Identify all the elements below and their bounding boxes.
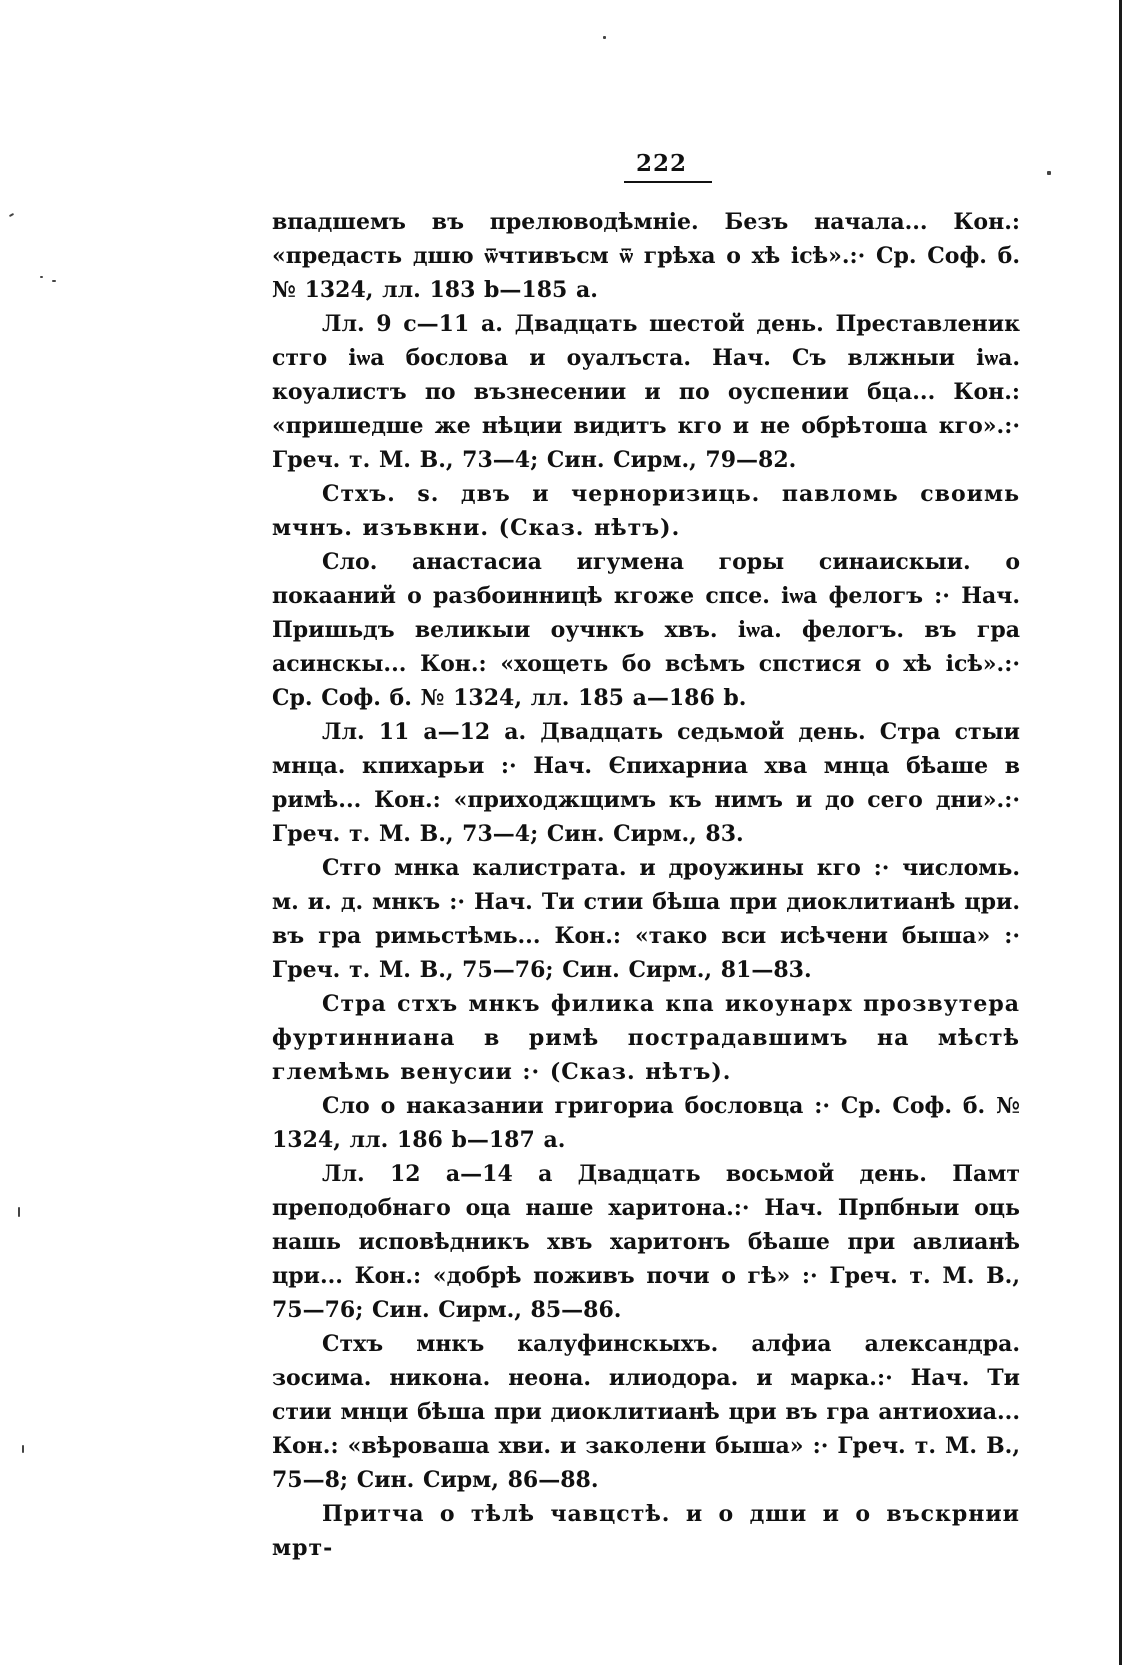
paragraph-entry-kalufin-martyrs: Стхъ мнкъ калуфинскыхъ. алфиа александра. зосима. никона. неона. илиодора. и марка.:· Нач. Ти стии мнци бѣша при диоклитианѣ цри въ гра антиохиа... Кон.: «вѣроваша хви. и заколени быша» :· Греч. т. М. В., 75—8; Син. Сирм, 86—88. [272, 1331, 1020, 1493]
scan-speck [9, 213, 14, 217]
paragraph-entry-day-26: Лл. 9 с—11 а. Двадцать шестой день. Преставленик стго іѡа бослова и оуалъста. Нач. Съ влжныи іѡа. коуалистъ по възнесении и по оуспении бца... Кон.: «пришедше же нѣции видитъ кго и не обрѣтоша кго».:· Греч. т. М. В., 73—4; Син. Сирм., 79—82. [272, 311, 1020, 473]
paragraph-entry-pritcha: Притча о тѣлѣ чавцстѣ. и о дши и о въскрнии мрт- [272, 1501, 1020, 1561]
page-number: 222 [636, 150, 688, 177]
paragraph-entry-stikh: Стхъ. ѕ. двъ и чернoризиць. павломь своимь мчнъ. изъвкни. (Сказ. нѣтъ). [272, 481, 1020, 541]
paragraph-entry-slovo-grigory: Сло о наказании григориа бословца :· Ср. Соф. б. № 1324, лл. 186 b—187 а. [272, 1093, 1020, 1153]
paragraph-entry-day-27: Лл. 11 а—12 а. Двадцать седьмой день. Стра стыи мнца. кпихарьи :· Нач. Єпихарниа хва мнца бѣаше в римѣ... Кон.: «приходжщимъ къ нимъ и до сего дни».:· Греч. т. М. В., 73—4; Син. Сирм., 83. [272, 719, 1020, 847]
page-number-rule [624, 181, 712, 183]
paragraph-entry-filik: Стра стхъ мнкъ филика кпа икоунарх прозвутера фуртинниана в римѣ пострадавшимъ на мѣстѣ глемѣмь венусии :· (Сказ. нѣтъ). [272, 991, 1020, 1085]
paragraph-entry-day-28: Лл. 12 а—14 а Двадцать восьмой день. Памт преподобнаго оца наше харитона.:· Нач. Прпбныи оць нашь исповѣдникъ хвъ харитонъ бѣаше при авлианѣ цри... Кон.: «добрѣ поживъ почи о гѣ» :· Греч. т. М. В., 75—76; Син. Сирм., 85—86. [272, 1161, 1020, 1323]
paragraph-entry-slovo-anastasia: Сло. анастасиа игумена горы синаискыи. о покааний о разбоинницѣ кгоже спсе. іѡа фелогъ :· Нач. Пришьдъ великыи оучнкъ хвъ. іѡа. фелогъ. въ гра асинскы... Кон.: «хощеть бо всѣмъ спстися о хѣ ісѣ».:· Ср. Соф. б. № 1324, лл. 185 а—186 b. [272, 549, 1020, 711]
paragraph-entry-kalistrat: Стго мнка калистрата. и дроужины кго :· числомь. м. и. д. мнкъ :· Нач. Ти стии бѣша при диоклитианѣ цри. въ гра римьстѣмь... Кон.: «тако вси исѣчени быша» :· Греч. т. М. В., 75—76; Син. Сирм., 81—83. [272, 855, 1020, 983]
scan-speck [18, 1207, 20, 1217]
page-body [272, 205, 1020, 1565]
paragraph-continuation: впадшемъ въ прелюводѣмніе. Безъ начала... Кон.: «предасть дшю ѿчтивъсм ѿ грѣха о хѣ ісѣ».:· Ср. Соф. б. № 1324, лл. 183 b—185 а. [272, 209, 1020, 303]
scan-page-edge [1119, 0, 1122, 1665]
scan-speck [22, 1445, 24, 1453]
scan-speck [40, 276, 43, 278]
scan-speck [52, 280, 56, 282]
scan-speck [603, 36, 606, 39]
scan-speck [1047, 171, 1051, 175]
